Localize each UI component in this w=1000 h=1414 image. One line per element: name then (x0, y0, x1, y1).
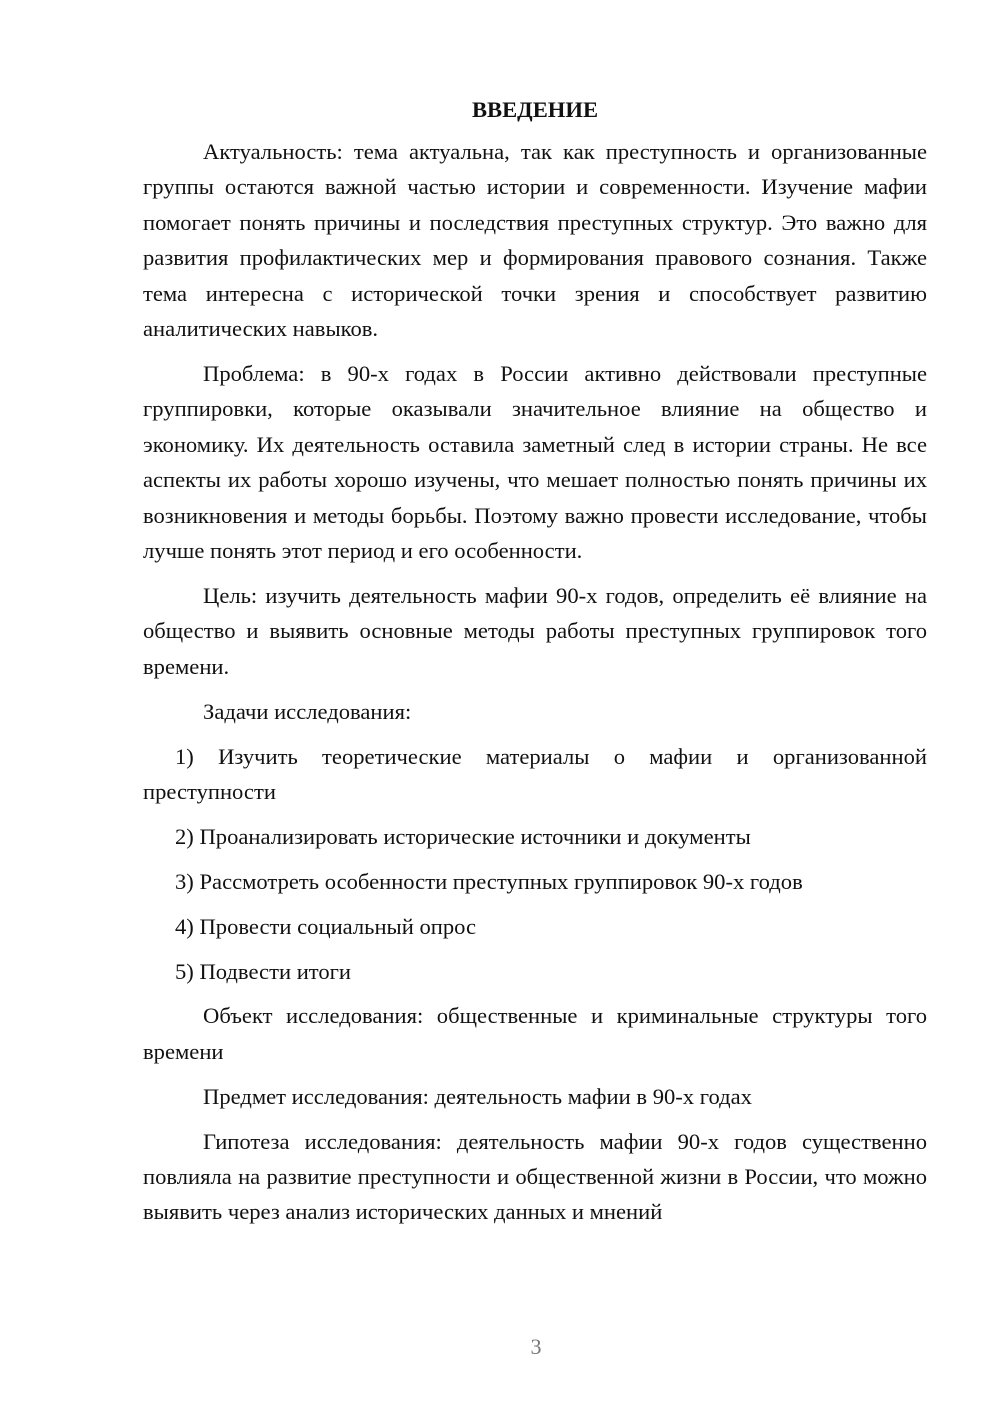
problem-paragraph: Проблема: в 90-х годах в России активно действовали преступные группировки, которые оказывали значительное влияние на общество и экономику. Их деятельность оставила заметный след в истории страны. Не все аспекты их работы хорошо изучены, что мешает полностью понять причины их возникновения и методы борьбы. Поэтому важно провести исследование, чтобы лучше понять этот период и его особенности. (143, 360, 927, 563)
subject-paragraph: Предмет исследования: деятельность мафии в 90-х годах (203, 1083, 752, 1109)
section-title: ВВЕДЕНИЕ (471, 97, 599, 122)
task-item-1: 1) Изучить теоретические материалы о мафии и организованной преступности (143, 743, 927, 804)
task-item-4: 4) Провести социальный опрос (175, 913, 477, 939)
relevance-paragraph: Актуальность: тема актуальна, так как преступность и организованные группы остаются важной частью истории и современности. Изучение мафии помогает понять причины и последствия преступных структур. Это важно для развития профилактических мер и формирования правового сознания. Также тема интересна с исторической точки зрения и способствует развитию аналитических навыков. (143, 139, 927, 342)
tasks-heading: Задачи исследования: (203, 698, 412, 724)
page-number: 3 (530, 1334, 542, 1359)
task-item-5: 5) Подвести итоги (175, 958, 352, 984)
task-item-2: 2) Проанализировать исторические источники и документы (175, 823, 751, 849)
object-paragraph: Объект исследования: общественные и криминальные структуры того времени (143, 1003, 927, 1064)
hypothesis-paragraph: Гипотеза исследования: деятельность мафии 90-х годов существенно повлияла на развитие преступности и общественной жизни в России, что можно выявить через анализ исторических данных и мнений (143, 1128, 927, 1225)
task-item-3: 3) Рассмотреть особенности преступных группировок 90-х годов (175, 868, 803, 894)
goal-paragraph: Цель: изучить деятельность мафии 90-х годов, определить её влияние на общество и выявить основные методы работы преступных группировок того времени. (143, 582, 927, 679)
document-body (143, 96, 927, 1239)
